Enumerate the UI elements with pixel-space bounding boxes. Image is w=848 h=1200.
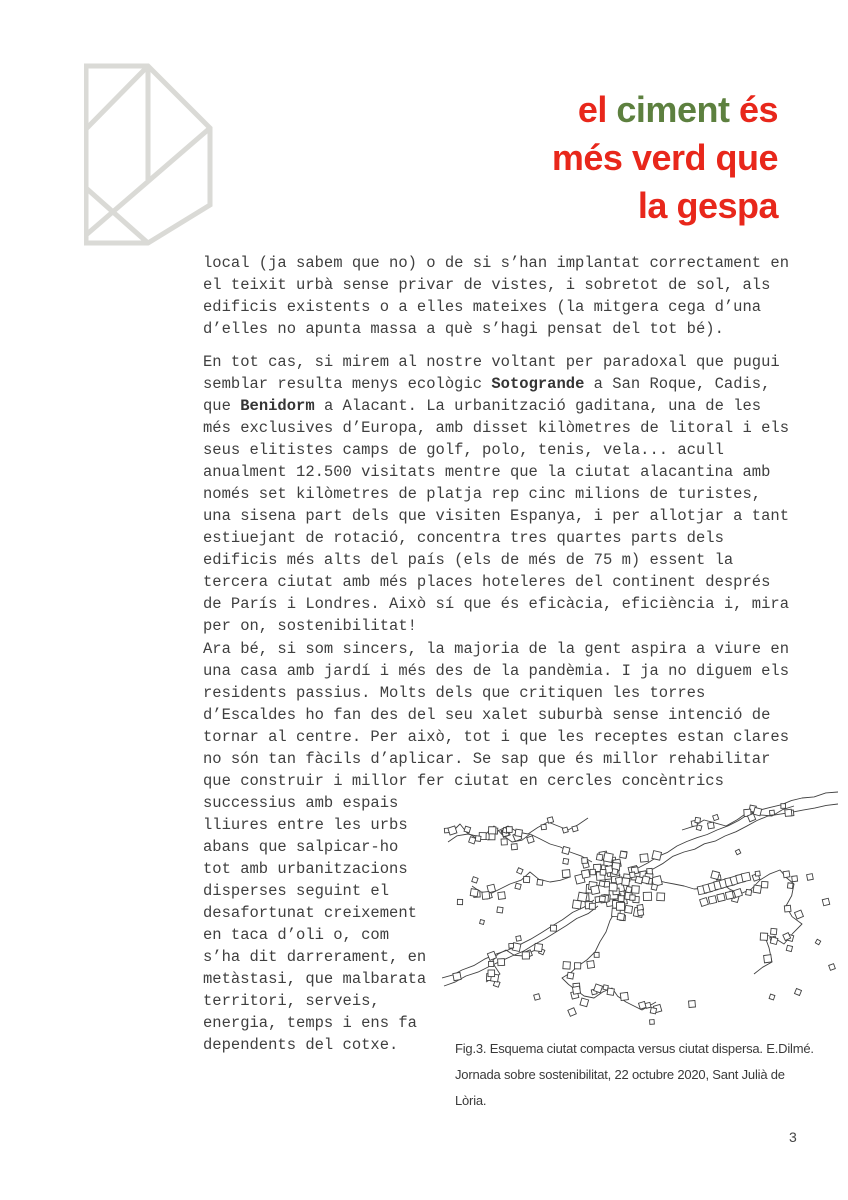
body-line: edificis més alts del país (els de més de 75 m) essent la: [203, 551, 734, 569]
body-line: estiuejant de rotació, concentra tres quartes parts dels: [203, 529, 724, 547]
body-line: seus elitistes camps de golf, polo, tenis, vela... acull: [203, 441, 724, 459]
title-highlight: ciment: [616, 89, 730, 130]
body-line: territori, serveis,: [203, 992, 380, 1010]
body-line: una sisena part dels que visiten Espanya, i per allotjar a tant: [203, 507, 789, 525]
body-line: més exclusives d’Europa, amb disset kilòmetres de litoral i els: [203, 419, 789, 437]
body-line: disperses seguint el: [203, 882, 390, 900]
figure-caption-line-2: Jornada sobre sostenibilitat, 22 octubre 2020, Sant Julià de Lòria.: [455, 1067, 785, 1108]
body-line: d’Escaldes ho fan des del seu xalet suburbà sense intenció de: [203, 706, 771, 724]
page-title: [552, 86, 778, 230]
body-line: energia, temps i ens fa: [203, 1014, 417, 1032]
body-line: d’elles no apunta massa a què s’hagi pensat del tot bé).: [203, 320, 724, 338]
body-line: abans que salpicar-ho: [203, 838, 399, 856]
title-line-2: més verd que: [551, 137, 778, 178]
body-line: que construir i millor fer ciutat en cercles concèntrics: [203, 772, 724, 790]
body-line: de París i Londres. Això sí que és eficàcia, eficiència i, mira: [203, 595, 789, 613]
body-line: en taca d’oli o, com: [203, 926, 390, 944]
paragraph-1: [203, 252, 803, 340]
figure-caption: [455, 1036, 815, 1114]
body-line: tot amb urbanitzacions: [203, 860, 408, 878]
body-line: lliures entre les urbs: [203, 816, 408, 834]
body-line: tercera ciutat amb més places hoteleres del continent després: [203, 573, 771, 591]
body-line: residents passius. Molts dels que critiquen les torres: [203, 684, 706, 702]
paragraph-2: [203, 351, 803, 637]
title-line-1: el ciment és: [577, 89, 778, 130]
body-line: semblar resulta menys ecològic Sotogrande a San Roque, Cadis,: [203, 375, 771, 393]
body-line: edificis existents o a elles mateixes (la mitgera cega d’una: [203, 298, 762, 316]
body-line: una casa amb jardí i més des de la pandèmia. I ja no diguem els: [203, 662, 789, 680]
body-line: tornar al centre. Per això, tot i que les receptes estan clares: [203, 728, 789, 746]
body-line: Ara bé, si som sincers, la majoria de la gent aspira a viure en: [203, 640, 789, 658]
page-number: 3: [789, 1129, 797, 1145]
body-line: metàstasi, que malbarata: [203, 970, 427, 988]
body-line: desafortunat creixement: [203, 904, 417, 922]
body-line: successius amb espais: [203, 794, 399, 812]
body-line: s’ha dit darrerament, en: [203, 948, 427, 966]
geometric-hexagon-outline-logo-icon: [84, 63, 214, 247]
body-line: només set kilòmetres de platja rep cinc milions de turistes,: [203, 485, 762, 503]
body-line: el teixit urbà sense privar de vistes, i sobretot de sol, als: [203, 276, 771, 294]
body-line: que Benidorm a Alacant. La urbanització gaditana, una de les: [203, 397, 762, 415]
title-line-3: la gespa: [637, 185, 778, 226]
body-line: no són tan fàcils d’aplicar. Se sap que és millor rehabilitar: [203, 750, 771, 768]
body-line: dependents del cotxe.: [203, 1036, 399, 1054]
bold-term-benidorm: Benidorm: [240, 397, 315, 415]
hand-drawn-compact-vs-dispersed-city-sketch: [442, 782, 838, 1036]
body-line: local (ja sabem que no) o de si s’han implantat correctament en: [203, 254, 789, 272]
figure-caption-line-1: Fig.3. Esquema ciutat compacta versus ciutat dispersa. E.Dilmé.: [455, 1041, 814, 1056]
bold-term-sotogrande: Sotogrande: [491, 375, 585, 393]
body-line: En tot cas, si mirem al nostre voltant per paradoxal que pugui: [203, 353, 780, 371]
body-line: per on, sostenibilitat!: [203, 617, 417, 635]
body-line: anualment 12.500 visitats mentre que la ciutat alacantina amb: [203, 463, 771, 481]
